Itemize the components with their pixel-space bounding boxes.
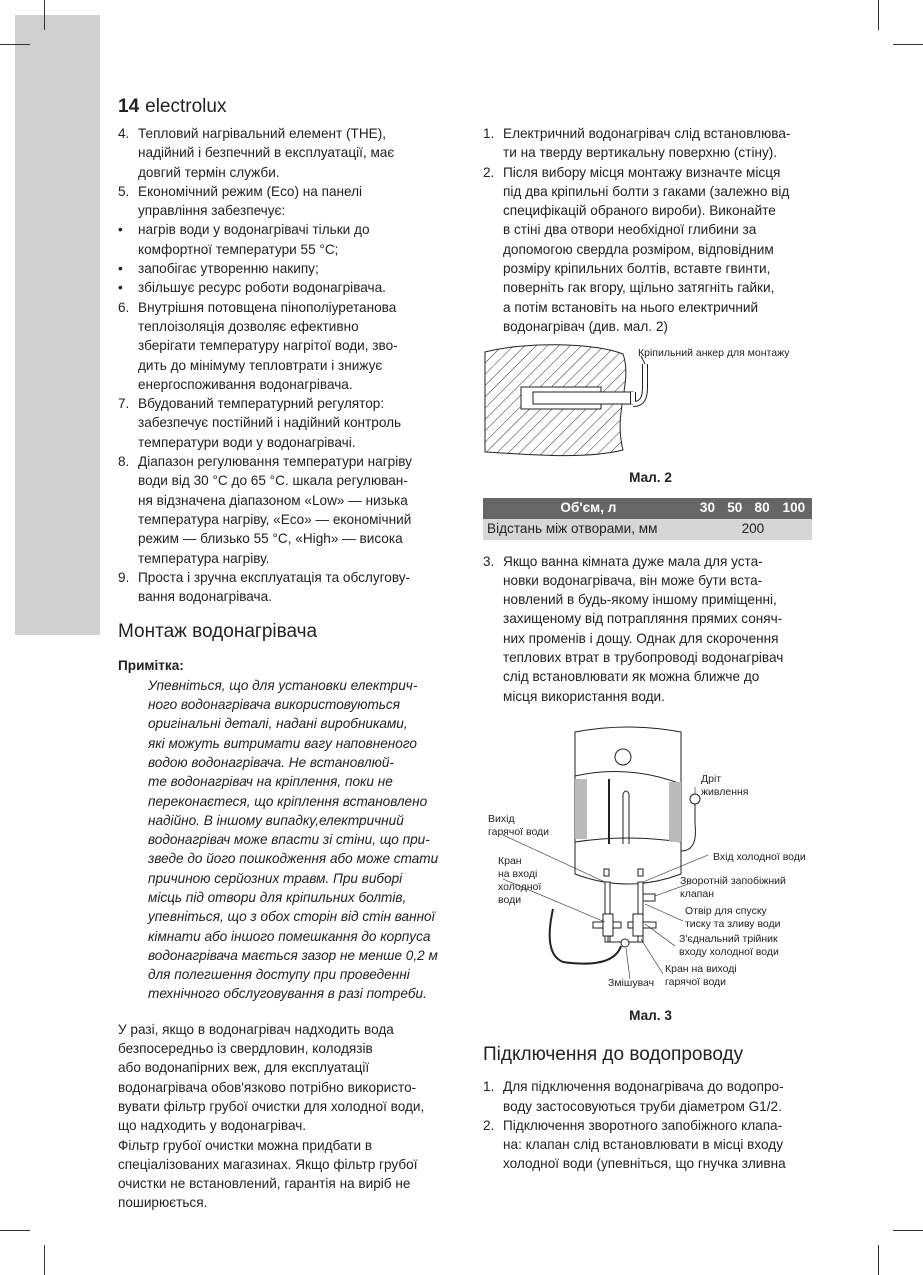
list-item [118, 124, 458, 182]
text-line: спеціалізованих магазинах. Якщо фільтр грубої [118, 1156, 418, 1172]
text-line: що надходить у водонагрівач. [118, 1118, 307, 1134]
item-text [138, 220, 370, 259]
text-line: зберігати температуру нагрітої води, зво- [138, 338, 398, 354]
text-line: води від 30 °C до 65 °C. шкала регулюван- [138, 473, 408, 489]
table-header-100: 100 [776, 498, 812, 519]
text-line: теплових втрат в трубопроводі водонагрівач [503, 650, 784, 666]
text-line: кімнати або іншого помешкання до корпуса [148, 928, 431, 944]
text-line: теплоізоляція дозволяє ефективно [138, 318, 359, 334]
text-line: Проста і зручна експлуатація та обслугову- [138, 569, 411, 585]
item-number: • [118, 222, 123, 238]
text-line: Економічний режим (Eco) на панелі [138, 183, 363, 199]
text-line: те водонагрівач на кріплення, поки не [148, 774, 393, 790]
text-line: Упевніться, що для установки електрич- [148, 677, 418, 693]
text-line: запобігає утворенню накипу; [138, 261, 319, 277]
text-line: водонагрівача обов'язково потрібно використо- [118, 1079, 417, 1095]
text-line: новки водонагрівача, він може бути вста- [503, 572, 763, 588]
label-tee-2: входу холодної води [679, 945, 779, 958]
item-number: 8. [118, 454, 130, 470]
label-power-2: живлення [701, 785, 749, 798]
text-line: переконаєтеся, що кріплення встановлено [148, 793, 428, 809]
section-title-plumbing: Підключення до водопроводу [483, 1044, 744, 1066]
plumbing-list [483, 1077, 818, 1173]
list-item [118, 452, 458, 568]
text-line: водонагрівач може впасти зі стіни, що при- [148, 832, 430, 848]
text-line: водонагрівача мається зазор не менше 0,2 м [148, 947, 438, 963]
install-list [483, 124, 818, 336]
label-hot-tap-2: гарячої води [665, 975, 727, 988]
text-line: безпосередньо із свердловин, колодязів [118, 1041, 373, 1057]
label-hot-tap-1: Кран на виході [665, 962, 737, 975]
text-line: для полегшення доступу при проведенні [148, 967, 410, 983]
table-row-value: 200 [694, 519, 812, 540]
item-text [138, 259, 319, 278]
text-line: специфікацій обраного вироби). Виконайте [503, 203, 776, 219]
text-line: Після вибору місця монтажу визначте місця [503, 164, 781, 180]
side-tab [15, 15, 100, 635]
list-item [118, 394, 458, 452]
text-line: Для підключення водонагрівача до водопро- [503, 1079, 784, 1095]
item-number: 6. [118, 299, 130, 315]
item-text [503, 1077, 784, 1116]
text-line: ного водонагрівача використовуються [148, 697, 400, 713]
section-title: Монтаж водонагрівача [118, 621, 318, 643]
text-line: Вбудований температурний регулятор: [138, 396, 385, 412]
list-item [483, 1077, 818, 1116]
figure-2-anchor [483, 342, 818, 462]
figure-2-caption: Мал. 2 [629, 470, 672, 486]
label-cold-tap-1: Кран [498, 854, 522, 867]
item-number: 1. [483, 1079, 495, 1095]
table-row-label: Відстань між отворами, мм [483, 519, 694, 540]
label-drain-2: тиску та зливу води [685, 917, 781, 930]
table-header-volume: Об'єм, л [483, 498, 694, 519]
crop-mark [878, 0, 879, 30]
volume-table [483, 498, 812, 540]
item-text [503, 163, 789, 337]
crop-mark [44, 0, 45, 30]
text-line: нагрів води у водонагрівачі тільки до [138, 222, 370, 238]
text-line: дить до мінімуму тепловтрати і знижує [138, 357, 383, 373]
item-number: 5. [118, 183, 130, 199]
item-text [503, 124, 790, 163]
item-number: • [118, 261, 123, 277]
label-check-valve-1: Зворотній запобіжний [680, 874, 786, 887]
label-cold-tap-2: на вході [498, 867, 538, 880]
text-line: воду застосовуються труби діаметром G1/2. [503, 1098, 782, 1114]
text-line: очистки не встановлений, гарантія на виріб не [118, 1176, 411, 1192]
item-text [138, 298, 398, 394]
text-line: довгий термін служби. [138, 164, 280, 180]
filter-paragraph [118, 1020, 458, 1213]
crop-mark [44, 1245, 45, 1275]
item-text [138, 394, 401, 452]
text-line: режим — близько 55 °C, «High» — висока [138, 531, 403, 547]
label-hot-out-2: гарячої води [488, 825, 550, 838]
text-line: вувати фільтр грубої очистки для холодної води, [118, 1098, 425, 1114]
item-text [503, 1116, 786, 1174]
label-drain-1: Отвір для спуску [685, 904, 767, 917]
note-label: Примітка: [118, 658, 184, 674]
text-line: Внутрішня потовщена пінополіуретанова [138, 299, 397, 315]
item-text [138, 278, 386, 297]
text-line: У разі, якщо в водонагрівач надходить вода [118, 1021, 394, 1037]
item-3 [483, 552, 818, 706]
text-line: місць під отвори для кріпильних болтів, [148, 889, 407, 905]
item-text [138, 452, 412, 568]
text-line: ти на тверду вертикальну поверхню (стіну). [503, 145, 778, 161]
brand-name: electrolux [145, 96, 227, 117]
text-line: новлений в будь-якому іншому приміщенні, [503, 592, 777, 608]
text-line: водонагрівач (див. мал. 2) [503, 318, 668, 334]
table-header-30: 30 [694, 498, 721, 519]
right-column [483, 124, 818, 1174]
figure-3-diagram [483, 724, 818, 994]
table-header-80: 80 [748, 498, 775, 519]
left-column [118, 124, 458, 1213]
label-cold-tap-4: води [498, 893, 522, 906]
crop-mark [878, 1245, 879, 1275]
text-line: допомогою свердла розміром, відповідним [503, 241, 774, 257]
item-number: 2. [483, 1117, 495, 1133]
list-item [118, 568, 458, 607]
text-line: упевніться, що з обох сторін від стін ванної [148, 909, 435, 925]
list-item [118, 278, 458, 297]
text-line: енергоспоживання водонагрівача. [138, 376, 353, 392]
label-power-1: Дріт [701, 772, 722, 785]
text-line: надійний і безпечний в експлуатації, має [138, 145, 395, 161]
text-line: в стіні два отвори необхідної глибини за [503, 222, 757, 238]
text-line: а потім встановіть на нього електричний [503, 299, 759, 315]
text-line: які можуть витримати вагу наповненого [148, 735, 417, 751]
item-text [138, 124, 394, 182]
text-line: захищеному від потрапляння прямих соняч- [503, 611, 783, 627]
text-line: вання водонагрівача. [138, 589, 272, 605]
label-cold-tap-3: холодної [498, 880, 542, 893]
text-line: температура нагріву, «Eco» — економічний [138, 511, 412, 527]
list-item [483, 1116, 818, 1174]
item-number: 3. [483, 553, 495, 569]
text-line: поширюється. [118, 1195, 208, 1211]
page-header [118, 96, 226, 118]
text-line: під два кріпильні болти з гаками (залежно від [503, 183, 790, 199]
label-cold-in: Вхід холодної води [713, 850, 806, 863]
text-line: поверніть гак вгору, щільно затягніть гайки, [503, 280, 775, 296]
crop-mark [893, 44, 923, 45]
label-tee-1: З'єднальний трійник [679, 932, 778, 945]
crop-mark [0, 44, 30, 45]
item-number: 9. [118, 569, 130, 585]
list-item [483, 552, 818, 706]
text-line: або водонапірних веж, для експлуатації [118, 1060, 370, 1076]
item-number: 7. [118, 396, 130, 412]
text-line: холодної води (упевніться, що гнучка зливна [503, 1156, 786, 1172]
figure-3-caption: Мал. 3 [629, 1007, 672, 1023]
label-mixer: Змішувач [608, 976, 655, 989]
item-number: 1. [483, 126, 495, 141]
text-line: Тепловий нагрівальний елемент (ТНЕ), [138, 126, 387, 141]
text-line: Електричний водонагрівач слід встановлюва- [503, 126, 791, 141]
text-line: температури води у водонагрівачі. [138, 434, 356, 450]
text-line: Якщо ванна кімната дуже мала для уста- [503, 553, 763, 569]
item-text [138, 568, 410, 607]
label-check-valve-2: клапан [680, 887, 715, 900]
item-text [138, 182, 362, 221]
text-line: забезпечує постійний і надійний контроль [138, 415, 402, 431]
text-line: збільшує ресурс роботи водонагрівача. [138, 280, 386, 296]
list-item [118, 298, 458, 394]
feature-list [118, 124, 458, 606]
text-line: оригінальні деталі, надані виробниками, [148, 716, 408, 732]
text-line: них променів і дощу. Однак для скорочення [503, 630, 779, 646]
table-header-50: 50 [721, 498, 748, 519]
item-text [503, 552, 783, 706]
text-line: комфортної температури 55 °C; [138, 241, 339, 257]
item-number: 4. [118, 126, 130, 141]
text-line: надійно. В іншому випадку,електричний [148, 812, 404, 828]
text-line: причиною серйозних травм. При виборі [148, 870, 403, 886]
text-line: водою водонагрівача. Не встановлюй- [148, 754, 394, 770]
text-line: розміру кріпильних болтів, вставте гвинти, [503, 261, 771, 277]
item-number: 2. [483, 164, 495, 180]
note-text [118, 676, 458, 1004]
text-line: технічного обслуговування в разі потреби. [148, 986, 427, 1002]
text-line: зведе до його пошкодження або може стати [148, 851, 439, 867]
text-line: на: клапан слід встановлювати в місці входу [503, 1137, 784, 1153]
label-hot-out-1: Вихід [488, 812, 515, 825]
text-line: Діапазон регулювання температури нагріву [138, 454, 412, 470]
text-line: ня відзначена діапазоном «Low» — низька [138, 492, 408, 508]
text-line: місця використання води. [503, 688, 665, 704]
list-item [118, 220, 458, 259]
text-line: Підключення зворотного запобіжного клапа- [503, 1117, 783, 1133]
crop-mark [893, 1230, 923, 1231]
list-item [118, 259, 458, 278]
text-line: слід встановлювати як можна ближче до [503, 669, 760, 685]
anchor-label: Кріпильний анкер для монтажу [638, 347, 790, 360]
list-item [483, 163, 818, 337]
text-line: Фільтр грубої очистки можна придбати в [118, 1137, 373, 1153]
page-number: 14 [118, 96, 140, 117]
list-item [118, 182, 458, 221]
list-item [483, 124, 818, 163]
text-line: температура нагріву. [138, 550, 270, 566]
crop-mark [0, 1230, 30, 1231]
text-line: управління забезпечує: [138, 203, 286, 219]
item-number: • [118, 280, 123, 296]
